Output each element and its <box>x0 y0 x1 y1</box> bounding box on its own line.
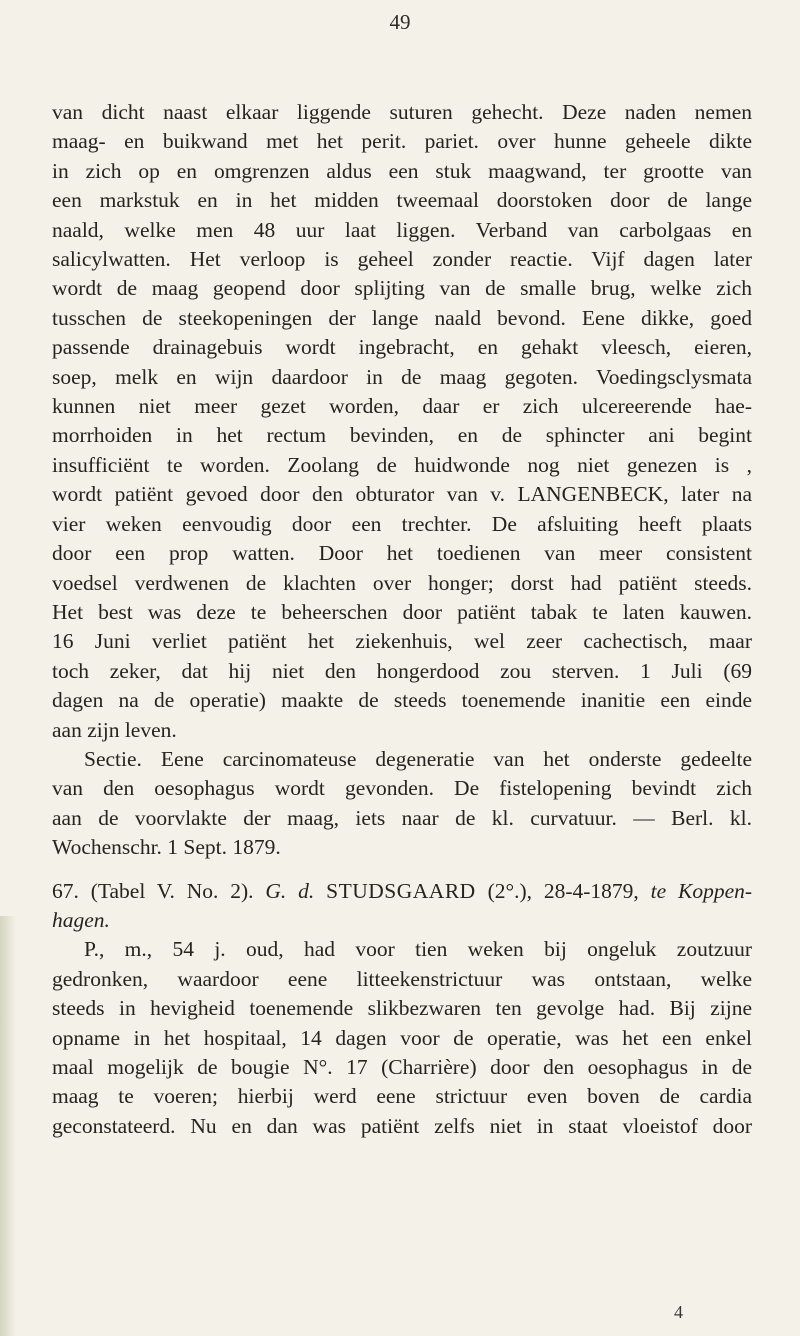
text-line: dagen na de operatie) maakte de steeds toenemende inanitie een einde <box>52 688 752 713</box>
text-line: door een prop watten. Door het toedienen van meer consistent <box>52 541 752 566</box>
case-heading-line <box>52 877 752 906</box>
body-text <box>52 98 752 1141</box>
case-paragraph <box>52 935 752 1141</box>
case-heading-prefix: 67. (Tabel V. No. 2). <box>52 878 254 903</box>
text-line: steeds in hevigheid toenemende slikbezwaren ten gevolge had. Bij zijne <box>52 996 752 1021</box>
text-line: wordt patiënt gevoed door den obturator van v. LANGENBECK, later na <box>52 482 752 507</box>
text-line: in zich op en omgrenzen aldus een stuk maagwand, ter grootte van <box>52 158 752 183</box>
text-line: morrhoiden in het rectum bevinden, en de sphincter ani begint <box>52 423 752 448</box>
text-line: Wochenschr. 1 Sept. 1879. <box>52 835 281 860</box>
text-line: Het best was deze te beheerschen door patiënt tabak te laten kauwen. <box>52 599 752 624</box>
text-line: insufficiënt te worden. Zoolang de huidwonde nog niet genezen is , <box>52 452 752 477</box>
text-line: Sectie. Eene carcinomateuse degeneratie van het onderste gedeelte <box>84 746 752 771</box>
text-line: soep, melk en wijn daardoor in de maag gegoten. Voedingsclysmata <box>52 364 752 389</box>
text-line: P., m., 54 j. oud, had voor tien weken bij ongeluk zoutzuur <box>84 937 752 962</box>
text-line: aan de voorvlakte der maag, iets naar de kl. curvatuur. — Berl. kl. <box>52 805 752 830</box>
text-line: naald, welke men 48 uur laat liggen. Verband van carbolgaas en <box>52 217 752 242</box>
surgeon-initials: G. d. <box>265 878 315 903</box>
text-line: maal mogelijk de bougie N°. 17 (Charrière) door den oesophagus in de <box>52 1055 752 1079</box>
text-line: van den oesophagus wordt gevonden. De fistelopening bevindt zich <box>52 776 752 801</box>
text-line: een markstuk en in het midden tweemaal doorstoken door de lange <box>52 188 752 213</box>
text-line: vier weken eenvoudig door een trechter. De afsluiting heeft plaats <box>52 511 752 536</box>
signature-mark: 4 <box>674 1302 683 1322</box>
text-line: wordt de maag geopend door splijting van de smalle brug, welke zich <box>52 276 752 301</box>
text-line: passende drainagebuis wordt ingebracht, en gehakt vleesch, eieren, <box>52 335 752 360</box>
case-heading-details: (2°.), 28-4-1879, <box>487 878 639 903</box>
surgeon-name: STUDSGAARD <box>326 878 476 903</box>
text-line: van dicht naast elkaar liggende suturen gehecht. Deze naden nemen <box>52 100 752 124</box>
text-line: voedsel verdwenen de klachten over honger; dorst had patiënt steeds. <box>52 570 752 595</box>
text-line: gedronken, waardoor eene litteekenstrictuur was ontstaan, welke <box>52 966 752 991</box>
text-line: aan zijn leven. <box>52 717 177 742</box>
text-line: maag te voeren; hierbij werd eene strictuur even boven de cardia <box>52 1084 752 1109</box>
paragraph <box>52 98 752 745</box>
text-line: kunnen niet meer gezet worden, daar er zich ulcereerende hae- <box>52 394 752 419</box>
case-heading-line-2 <box>52 906 752 935</box>
text-line: opname in het hospitaal, 14 dagen voor de operatie, was het een enkel <box>52 1025 752 1050</box>
text-line: 16 Juni verliet patiënt het ziekenhuis, wel zeer cachectisch, maar <box>52 629 752 654</box>
paragraph <box>52 745 752 863</box>
text-line: tusschen de steekopeningen der lange naald bevond. Eene dikke, goed <box>52 305 752 330</box>
page-number: 49 <box>389 10 411 34</box>
text-line: toch zeker, dat hij niet den hongerdood zou sterven. 1 Juli (69 <box>52 658 752 683</box>
text-line: salicylwatten. Het verloop is geheel zonder reactie. Vijf dagen later <box>52 247 752 272</box>
case-place-line1: te Koppen- <box>650 878 753 903</box>
text-line: geconstateerd. Nu en dan was patiënt zelfs niet in staat vloeistof door <box>52 1113 752 1138</box>
text-line: maag- en buikwand met het perit. pariet. over hunne geheele dikte <box>52 129 752 154</box>
case-place-line2: hagen. <box>52 907 110 932</box>
page-edge-shadow <box>0 916 16 1336</box>
paragraphs <box>52 98 752 863</box>
